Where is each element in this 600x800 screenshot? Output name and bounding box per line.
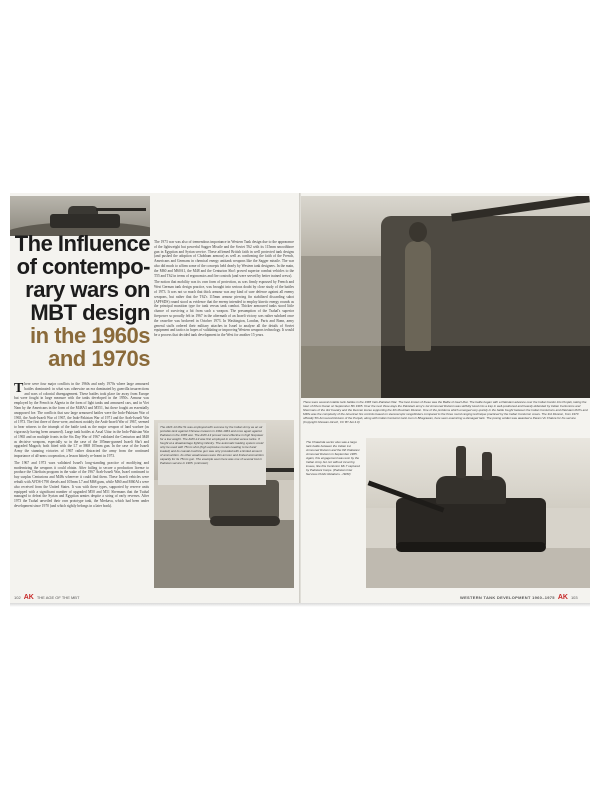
brand-logo: AK	[557, 594, 568, 601]
title-line: The Influence	[14, 231, 150, 256]
paragraph: The 1967 and 1973 wars validated Israel's long-standing practice of modifying and modernizing the weapons it could obtain. After failing to secure a production license to produce the Chieftain program in the wake of the 1967 Arab-Israeli War, Israel continued to buy surplus Centurions and M48s wherever it could find them. These Israeli vehicles were rebuilt with AVDS-1790 diesels and 105mm L7 and M68 guns, while M60 and M60A1s were also received from the United States. It was with these types, supported by reserve units equipped with a significant number of upgraded M50 and M51 Shermans that the Tsahal managed to defeat the Syrian and Egyptian armies despite a string of early reverses. After 1973 the Tsahal unveiled their own prototype tank, the Merkava, which had been under development since 1970 (and which rightly belongs in a later book).	[14, 460, 149, 508]
photo-ground	[301, 346, 381, 398]
photo-caption-bottom: The Chawinda sector also saw a large tank battle between the Indian 1st Armoured Division and the 6th Pakistani Armoured Division in September 1965. Again, this engagement was won by the Indian Army but not without incurring losses, like this Centurion Mk.7 captured by Pakistani troops. (Pakistan Inter Services Public Relations - ISPR)	[304, 438, 364, 496]
drop-cap: T	[14, 382, 24, 396]
page-number: 103	[570, 595, 578, 600]
photo-tank-track	[210, 516, 280, 526]
title-line: of contempo-	[16, 254, 150, 279]
photo-tank-turret	[436, 476, 506, 504]
photo-caption-top: There were several notable tank battles in the 1965 Indo-Pakistan War. The best known of these was the Battle of Asal Uttar. The battle began with a Pakistani advance over the Indian border into Punjab, taking the town of Khem Karan on September 8th 1965. Over the next three days the Pakistani army's 1st Armoured Division was skilfully lured into a trap in well-positioned and heavily defended by Indian Centurions and Shermans of the 3rd Cavalry and the Deccan Horse supporting the 4th Mountain Division. One of the problems which emerged very quickly in the battle fought between the Indian Centurions and Pakistani M47s and M48s was the complexity of the American fire controls based on stereoscopic rangefinders compared to the three round ranging technique practiced by the Indian Centurion crews. The 3rd Division, from 1970 officially 5th Armoured Division of the Punjab, along with Indian Centurion tank men in Bhagrawan, here seen examining a damaged tank. The posing soldier was awarded a Param Vir Chakra for his service (Copyright Ghowan Hirsch, CC BY-SA 4.0)	[301, 398, 590, 432]
page-number: 102	[14, 595, 21, 600]
photo-tank-hull	[209, 480, 279, 520]
brand-logo: AK	[23, 594, 34, 601]
footer-section: THE AGE OF THE MBT	[36, 595, 80, 600]
photo-ground	[366, 548, 590, 588]
photo-soldier-head	[409, 222, 427, 242]
photo-ground	[154, 520, 294, 588]
title-line: rary wars on	[25, 277, 150, 302]
photo-tank-track	[396, 542, 546, 552]
article-column-1	[14, 382, 149, 587]
captured-centurion-photo	[366, 438, 590, 588]
title-line: MBT design	[30, 300, 150, 325]
paragraph: The 1973 war was also of tremendous importance in Western Tank design due to the appearance of the lightweight but powerful Sagger Missile and the Soviet T62 with its 115mm smoothbore gun in Egyptian and Syrian service. These affirmed British faith in well protected tank designs (and pushed the adoption of Chobham armour) as well as confirming the faith of the French, Americans and Germans in chemical energy antitank weapons like the Sagger missile. The war also did much to affirm some of the concepts held dearly by Western tank designers. In the main, the M60 and M60A1, the M48 and the Centurion Sho't proved superior combat vehicles to the T55 and T62 in terms of ergonomics and fire controls (and were served by better trained crews).	[154, 240, 294, 278]
title-line-accent: and 1970s	[48, 346, 150, 371]
photo-tank-barrel	[96, 208, 146, 211]
photo-tank-tracks	[381, 346, 590, 398]
paragraph-text: here were four major conflicts in the 1960s and early 1970s where large armoured battles dominated: in what was otherwise an era dominated by guerrilla insurrections and wars of colonial disengagement. These battles took place far away from Europe but were fought in large measure with the tanks developed in the 1950s. Armour was employed by the French in Algeria in the form of light tanks and armoured cars, and in Viet Nam by the Americans in the form of the M48A3 and M551, but these fought an essentially unopposed foe. The conflicts that saw large armoured battles were the Indo-Pakistan War of 1965, the Arab-Israeli War of 1967, the Indo-Pakistan War of 1971 and the Arab-Israeli War of 1973. The first three of these were, and most notably the Arab-Israeli War of 1967, seemed to bear witness to the triumph of the battle tank as the major weapon of land warfare (as vigorously having been assumed). Large tank battles at Assal Uttar in the Indo-Pakistan War of 1965 and on multiple fronts in the Six Day War of 1967 validated the Centurion and M48 as decisive weapons, especially so in the case of the 105mm-gunned Israeli Sho't and upgraded Magach; both fitted with the L7 or M68 105mm gun. In the case of the Israeli Army the stunning victories of 1967 rather distracted the army from the continued importance of all-arms cooperation, a lesson bitterly re-learnt in 1973.	[14, 382, 149, 458]
article-column-2	[154, 240, 294, 376]
soldier-tank-photo	[301, 196, 590, 398]
photo-caption: The AMX-13 Mle 51 was employed with success by the Indian Army as an air portable tank against Chinese invasion in 1962-1963 and once again against Pakistan in the 1965 war. The AMX-13 proved most effective in high firepower for a low weight. The AMX-13 was first employed in combat versus tanks. If fought at a disadvantage fighting infantry. The automatic loading system could only be used with 75mm shot (high explosive rounds needing to be hand loaded) and its coaxial machine gun was only provided with a limited amount of ammunition. Its other weaknesses were thin armour and limited ammunition capacity for its 75mm gun. The example seen here was one of several lost in Pakistan service in 1965. (unknown)	[158, 423, 266, 485]
photo-soldier	[405, 241, 431, 351]
article-title	[14, 232, 150, 370]
title-line-accent: in the 1960s	[30, 323, 150, 348]
left-footer	[14, 594, 79, 601]
paragraph: The notion that mobility was its own form of protection, as was firmly espoused by French and West German tank design practice, was brought into serious doubt by close study of the battles of 1973. It was not so much that thick armour was any kind of sure defence against all enemy weapons, but rather that the T62's 115mm armour piercing fin stabilized discarding sabot (APFSDS) round stood as evidence that the enemy intended to employ kinetic energy rounds as the principal munition type for tank versus tank combat. Thicker armoured tanks stood little chance of surviving a hit from such a weapon. The presumption of the Tsahal's superior firepower so proudly felt in 1967 in the aftermath of an Israeli victory was rather subdued once the ceasefire was brokered in October 1973. In Washington, London, Paris and Bonn, army general staffs ordered their military attaches in Israel to analyze all the details of Soviet equipment and tactics in hopes of validating or improving Western weapons technology. It would be a process that decided tank development in the West for another 15 years.	[154, 280, 294, 338]
header-tank-photo	[10, 196, 150, 236]
spread-shadow	[10, 603, 590, 607]
photo-soldier	[482, 452, 492, 480]
photo-tank-hull	[50, 214, 120, 228]
right-footer	[460, 594, 578, 601]
photo-soldier	[456, 446, 466, 478]
paragraph	[14, 382, 149, 459]
footer-section: WESTERN TANK DEVELOPMENT 1960–1975	[460, 595, 555, 600]
